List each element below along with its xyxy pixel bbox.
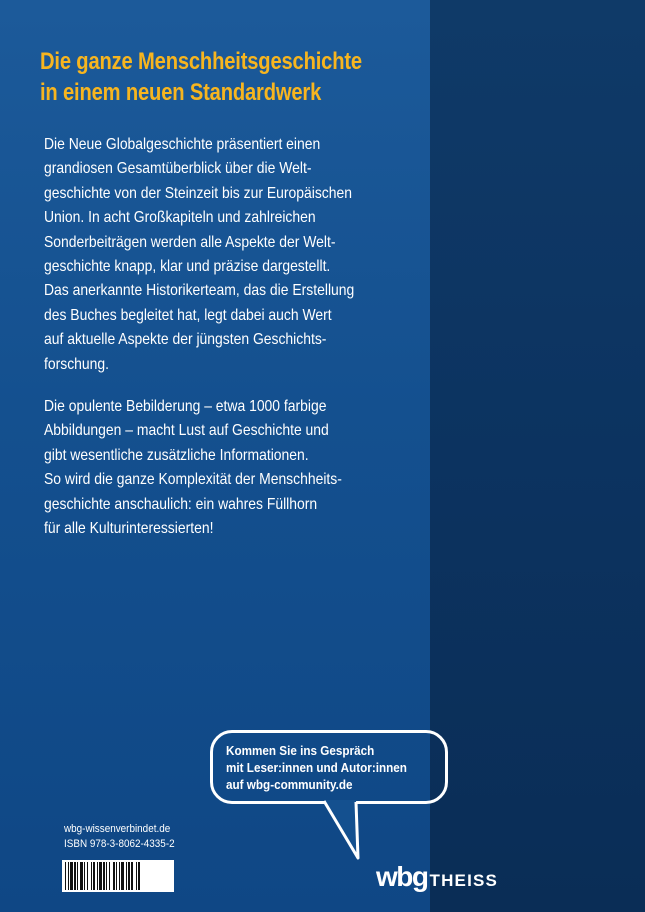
headline-line: in einem neuen Standardwerk — [40, 79, 322, 106]
barcode-bar — [113, 862, 115, 890]
text-line: Abbildungen – macht Lust auf Geschichte und — [44, 422, 329, 440]
barcode-bar — [93, 862, 95, 890]
bubble-line: auf wbg-community.de — [226, 777, 353, 792]
publisher-website: wbg-wissenverbindet.de — [64, 823, 171, 835]
text-line: Union. In acht Großkapiteln und zahlreichen — [44, 209, 316, 227]
barcode-bar — [116, 862, 117, 890]
publisher-logo — [376, 862, 498, 892]
barcode-bar — [80, 862, 83, 890]
barcode — [62, 860, 174, 892]
barcode-bar — [91, 862, 92, 890]
bubble-line: mit Leser:innen und Autor:innen — [226, 760, 407, 775]
barcode-bar — [97, 862, 98, 890]
barcode-bar — [131, 862, 133, 890]
text-line: geschichte von der Steinzeit bis zur Europäischen — [44, 184, 352, 202]
text-line: des Buches begleitet hat, legt dabei auch Wert — [44, 306, 332, 324]
barcode-bar — [103, 862, 105, 890]
barcode-bar — [99, 862, 102, 890]
text-line: geschichte anschaulich: ein wahres Füllhorn — [44, 495, 318, 513]
text-line: grandiosen Gesamtüberblick über die Welt- — [44, 160, 312, 178]
speech-bubble-text — [226, 742, 407, 793]
barcode-bar — [65, 862, 66, 890]
text-line: Die Neue Globalgeschichte präsentiert einen — [44, 136, 321, 153]
text-line: auf aktuelle Aspekte der jüngsten Geschichts- — [44, 331, 327, 349]
barcode-bar — [68, 862, 69, 890]
headline — [40, 46, 410, 108]
imprint-block — [64, 822, 175, 852]
logo-theiss: THEISS — [429, 871, 499, 890]
barcode-bar — [126, 862, 127, 890]
text-line: für alle Kulturinteressierten! — [44, 520, 214, 538]
text-line: gibt wesentliche zusätzliche Informationen. — [44, 446, 309, 464]
barcode-bar — [121, 862, 124, 890]
barcode-bar — [87, 862, 88, 890]
text-line: Sonderbeiträgen werden alle Aspekte der Welt- — [44, 233, 336, 251]
speech-bubble-tail — [320, 798, 380, 863]
barcode-bar — [106, 862, 107, 890]
barcode-bar — [109, 862, 110, 890]
barcode-bar — [70, 862, 73, 890]
blurb-paragraph-1 — [44, 133, 409, 377]
text-line: Die opulente Bebilderung – etwa 1000 farbige — [44, 398, 327, 415]
text-line: Das anerkannte Historikerteam, das die Erstellung — [44, 282, 355, 300]
blurb-paragraph-2 — [44, 395, 409, 541]
barcode-bar — [136, 862, 137, 890]
text-line: So wird die ganze Komplexität der Menschheits- — [44, 471, 342, 489]
text-line: forschung. — [44, 355, 110, 373]
bubble-line: Kommen Sie ins Gespräch — [226, 743, 375, 758]
text-line: geschichte knapp, klar und präzise dargestellt. — [44, 258, 331, 276]
barcode-bar — [138, 862, 140, 890]
isbn-number: ISBN 978-3-8062-4335-2 — [64, 838, 175, 850]
logo-wbg: wbg — [376, 861, 428, 892]
headline-line: Die ganze Menschheitsgeschichte — [40, 48, 362, 75]
barcode-bar — [84, 862, 85, 890]
barcode-bars — [65, 862, 171, 890]
barcode-bar — [77, 862, 78, 890]
barcode-bar — [128, 862, 130, 890]
barcode-bar — [74, 862, 76, 890]
barcode-bar — [119, 862, 120, 890]
dark-side-strip — [430, 0, 645, 912]
